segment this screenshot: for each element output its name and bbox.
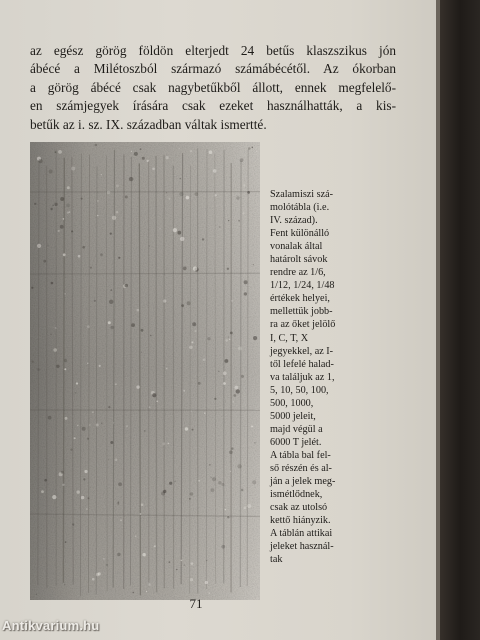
caption-line: csak az utolsó bbox=[270, 502, 328, 514]
stone-speck bbox=[147, 160, 149, 162]
stone-speck bbox=[166, 192, 167, 193]
stone-speck bbox=[64, 368, 66, 370]
stone-speck bbox=[177, 231, 181, 235]
stone-speck bbox=[238, 346, 242, 350]
caption-line: mellettük jobb- bbox=[270, 306, 333, 318]
stone-speck bbox=[50, 208, 52, 210]
stone-speck bbox=[58, 230, 60, 232]
stone-speck bbox=[231, 300, 233, 302]
stone-speck bbox=[64, 359, 67, 362]
stone-speck bbox=[253, 336, 257, 340]
caption-line: jegyekkel, az I- bbox=[270, 345, 334, 357]
stone-speck bbox=[142, 157, 145, 160]
stone-speck bbox=[176, 569, 177, 570]
stone-speck bbox=[248, 147, 251, 150]
watermark-logo: Antikvarium.hu bbox=[2, 618, 100, 633]
stone-speck bbox=[210, 477, 211, 478]
stone-speck bbox=[125, 196, 128, 199]
stone-speck bbox=[71, 230, 73, 232]
stone-speck bbox=[227, 268, 229, 270]
caption-line: IV. század). bbox=[270, 215, 318, 227]
stone-speck bbox=[134, 152, 138, 156]
caption-line: molótábla (i.e. bbox=[270, 202, 330, 214]
caption-line: határolt sávok bbox=[270, 254, 328, 266]
stone-speck bbox=[88, 497, 90, 499]
stone-speck bbox=[110, 233, 112, 235]
caption-line: től lefelé halad- bbox=[270, 358, 334, 370]
stone-speck bbox=[101, 174, 102, 175]
stone-speck bbox=[251, 425, 253, 427]
stone-speck bbox=[99, 365, 101, 367]
stone-speck bbox=[228, 336, 229, 337]
stone-speck bbox=[115, 383, 117, 385]
stone-speck bbox=[187, 301, 191, 305]
caption-line: I, C, T, X bbox=[270, 332, 309, 344]
stone-speck bbox=[81, 496, 84, 499]
page-number: 71 bbox=[189, 596, 203, 611]
stone-speck bbox=[152, 393, 156, 397]
caption-line: 6000 T jelét. bbox=[270, 436, 322, 448]
stone-speck bbox=[62, 484, 64, 486]
tablet-image bbox=[30, 142, 260, 600]
stone-speck bbox=[244, 507, 247, 510]
stone-speck bbox=[252, 480, 256, 484]
stone-speck bbox=[256, 151, 257, 152]
stone-speck bbox=[82, 427, 86, 431]
stone-speck bbox=[47, 245, 49, 247]
stone-speck bbox=[183, 390, 185, 392]
stone-speck bbox=[64, 584, 65, 585]
stone-speck bbox=[180, 237, 184, 241]
stone-speck bbox=[55, 327, 57, 329]
stone-speck bbox=[235, 386, 239, 390]
engraved-line bbox=[240, 161, 241, 587]
stone-speck bbox=[190, 150, 192, 152]
stone-speck bbox=[225, 509, 226, 510]
stone-speck bbox=[174, 481, 176, 483]
stone-speck bbox=[150, 335, 152, 337]
stone-speck bbox=[43, 260, 46, 263]
stone-speck bbox=[115, 458, 118, 461]
stone-speck bbox=[129, 177, 133, 181]
stone-speck bbox=[152, 168, 155, 171]
stone-speck bbox=[211, 488, 215, 492]
stone-speck bbox=[163, 442, 166, 445]
stone-speck bbox=[110, 441, 113, 444]
stone-speck bbox=[67, 212, 69, 214]
stone-speck bbox=[233, 401, 234, 402]
stone-speck bbox=[223, 371, 227, 375]
stone-speck bbox=[240, 158, 244, 162]
caption-line: Szalamiszi szá- bbox=[270, 189, 334, 200]
body-line: betűk az i. sz. IX. században váltak ismertté. bbox=[30, 116, 267, 132]
stone-speck bbox=[144, 430, 146, 432]
stone-speck bbox=[179, 192, 183, 196]
stone-speck bbox=[156, 401, 158, 403]
stone-speck bbox=[225, 359, 229, 363]
stone-speck bbox=[66, 204, 70, 208]
stone-speck bbox=[238, 220, 240, 222]
stone-speck bbox=[207, 337, 210, 340]
stone-speck bbox=[149, 583, 151, 585]
stone-speck bbox=[229, 339, 230, 340]
caption-line: értékek helyei, bbox=[270, 293, 330, 305]
stone-speck bbox=[49, 170, 53, 174]
stone-speck bbox=[107, 191, 110, 194]
stone-speck bbox=[77, 425, 79, 427]
caption-line: ső részén és al- bbox=[270, 462, 332, 474]
stone-speck bbox=[221, 483, 224, 486]
stone-speck bbox=[192, 322, 196, 326]
stone-speck bbox=[120, 519, 122, 521]
stone-speck bbox=[135, 536, 137, 538]
stone-speck bbox=[191, 411, 192, 412]
body-line: en számjegyek írására csak ezeket használhatták, a kis- bbox=[30, 98, 396, 114]
stone-speck bbox=[215, 194, 217, 196]
body-line: a görög ábécé csak nagybetűkből állott, ennek megfelelő- bbox=[30, 79, 396, 95]
stone-speck bbox=[132, 592, 134, 594]
caption-line: majd végül a bbox=[270, 423, 323, 435]
caption-line: 1/12, 1/24, 1/48 bbox=[270, 280, 335, 292]
stone-speck bbox=[136, 385, 139, 388]
stone-speck bbox=[185, 427, 188, 430]
stone-speck bbox=[96, 573, 100, 577]
stone-speck bbox=[131, 151, 132, 152]
stone-speck bbox=[140, 148, 142, 150]
stone-speck bbox=[190, 562, 193, 565]
stone-speck bbox=[117, 503, 119, 505]
stone-speck bbox=[65, 417, 68, 420]
stone-speck bbox=[229, 451, 233, 455]
stone-speck bbox=[179, 148, 180, 149]
stone-speck bbox=[244, 280, 248, 284]
stone-speck bbox=[195, 330, 197, 332]
stone-speck bbox=[64, 293, 66, 295]
stone-speck bbox=[63, 218, 65, 220]
stone-speck bbox=[76, 382, 78, 384]
stone-speck bbox=[237, 464, 241, 468]
engraved-line bbox=[156, 156, 157, 592]
stone-speck bbox=[86, 508, 88, 510]
stone-speck bbox=[67, 186, 70, 189]
stone-speck bbox=[117, 553, 120, 556]
body-line: az egész görög földön elterjedt 24 betűs klaszszikus jón bbox=[30, 43, 396, 58]
stone-speck bbox=[241, 375, 244, 378]
stone-speck bbox=[56, 365, 59, 368]
stone-speck bbox=[219, 226, 221, 228]
caption-line: A tábla bal fel- bbox=[270, 449, 331, 461]
stone-speck bbox=[190, 578, 193, 581]
stone-speck bbox=[52, 495, 56, 499]
stone-speck bbox=[218, 481, 221, 484]
stone-speck bbox=[53, 348, 57, 352]
stone-speck bbox=[87, 325, 90, 328]
stone-speck bbox=[140, 513, 142, 515]
stone-speck bbox=[163, 490, 166, 493]
figure-caption bbox=[270, 188, 366, 566]
stone-speck bbox=[94, 300, 96, 302]
stone-speck bbox=[221, 271, 222, 272]
stone-speck bbox=[235, 506, 236, 507]
stone-speck bbox=[208, 592, 210, 594]
stone-speck bbox=[103, 558, 105, 560]
stone-speck bbox=[168, 443, 170, 445]
stone-speck bbox=[41, 490, 44, 493]
stone-speck bbox=[51, 282, 54, 285]
stone-speck bbox=[149, 245, 151, 247]
stone-speck bbox=[63, 253, 66, 256]
caption-line: ján a jelek meg- bbox=[270, 476, 336, 488]
stone-speck bbox=[189, 346, 193, 350]
stone-speck bbox=[143, 553, 146, 556]
stone-speck bbox=[149, 406, 151, 408]
stone-speck bbox=[206, 560, 207, 561]
stone-speck bbox=[97, 200, 99, 202]
stone-speck bbox=[60, 225, 64, 229]
stone-speck bbox=[38, 159, 42, 163]
stone-speck bbox=[192, 429, 194, 431]
stone-speck bbox=[89, 424, 91, 426]
stone-speck bbox=[227, 516, 229, 518]
stone-speck bbox=[95, 144, 98, 147]
stone-speck bbox=[193, 267, 197, 271]
caption-line: 500, 1000, bbox=[270, 397, 314, 409]
stone-speck bbox=[247, 504, 251, 508]
stone-speck bbox=[72, 523, 74, 525]
caption-line: kettő hiányzik. bbox=[270, 515, 331, 527]
stone-speck bbox=[90, 267, 92, 269]
stone-speck bbox=[118, 257, 120, 259]
stone-speck bbox=[101, 423, 102, 424]
caption-line: rendre az 1/6, bbox=[270, 267, 326, 279]
stone-speck bbox=[82, 246, 85, 249]
stone-speck bbox=[254, 442, 256, 444]
body-paragraph bbox=[30, 42, 396, 134]
stone-speck bbox=[218, 371, 220, 373]
stone-speck bbox=[190, 492, 194, 496]
stone-speck bbox=[186, 196, 190, 200]
stone-speck bbox=[112, 216, 116, 220]
stone-speck bbox=[137, 309, 140, 312]
stone-speck bbox=[243, 212, 245, 214]
stone-speck bbox=[226, 339, 228, 341]
stone-speck bbox=[118, 482, 122, 486]
stone-speck bbox=[253, 264, 254, 265]
stone-speck bbox=[236, 389, 240, 393]
stone-speck bbox=[181, 304, 184, 307]
stone-speck bbox=[92, 412, 93, 413]
stone-speck bbox=[106, 564, 108, 566]
stone-speck bbox=[198, 382, 201, 385]
caption-line: ismétlődnek, bbox=[270, 489, 323, 501]
stone-speck bbox=[223, 382, 226, 385]
stone-speck bbox=[84, 470, 87, 473]
caption-line: ra az őket jelölő bbox=[270, 319, 336, 331]
stone-speck bbox=[183, 267, 187, 271]
stone-speck bbox=[61, 471, 64, 474]
stone-speck bbox=[96, 424, 99, 427]
stone-speck bbox=[231, 448, 233, 450]
caption-line: 5000 jeleit, bbox=[270, 410, 316, 422]
caption-line: vonalak által bbox=[270, 241, 323, 253]
stone-speck bbox=[209, 464, 211, 466]
caption-line: 5, 10, 50, 100, bbox=[270, 384, 329, 396]
stone-speck bbox=[58, 150, 62, 154]
stone-speck bbox=[212, 477, 216, 481]
caption-line: va találjuk az 1, bbox=[270, 371, 335, 383]
stone-speck bbox=[233, 394, 236, 397]
stone-speck bbox=[141, 329, 144, 332]
stone-speck bbox=[228, 220, 229, 221]
stone-speck bbox=[116, 211, 118, 213]
stone-speck bbox=[243, 184, 245, 186]
stone-speck bbox=[126, 425, 128, 427]
stone-speck bbox=[141, 503, 144, 506]
stone-speck bbox=[55, 151, 57, 153]
stone-speck bbox=[87, 438, 89, 440]
stone-speck bbox=[48, 416, 52, 420]
engraved-line bbox=[63, 158, 64, 583]
stone-speck bbox=[78, 255, 81, 258]
stone-speck bbox=[189, 498, 191, 500]
stone-speck bbox=[37, 244, 41, 248]
stone-speck bbox=[173, 228, 177, 232]
stone-speck bbox=[205, 581, 208, 584]
stone-speck bbox=[53, 205, 54, 206]
crack-line bbox=[30, 273, 260, 274]
stone-speck bbox=[236, 196, 239, 199]
stone-speck bbox=[125, 284, 128, 287]
stone-speck bbox=[111, 326, 114, 329]
stone-speck bbox=[100, 253, 103, 256]
stone-speck bbox=[44, 479, 47, 482]
salamis-tablet-photo bbox=[30, 142, 260, 600]
stone-speck bbox=[113, 422, 114, 423]
stone-speck bbox=[169, 482, 172, 485]
stone-speck bbox=[214, 398, 216, 400]
stone-speck bbox=[50, 334, 51, 335]
stone-speck bbox=[108, 321, 111, 324]
stone-speck bbox=[60, 197, 64, 201]
stone-speck bbox=[92, 578, 95, 581]
stone-speck bbox=[31, 287, 33, 289]
stone-speck bbox=[221, 545, 225, 549]
stone-speck bbox=[166, 156, 169, 159]
stone-speck bbox=[71, 167, 75, 171]
stone-speck bbox=[169, 198, 171, 200]
stone-speck bbox=[213, 169, 217, 173]
stone-speck bbox=[169, 561, 171, 563]
stone-speck bbox=[195, 192, 199, 196]
stone-speck bbox=[70, 449, 72, 451]
stone-speck bbox=[87, 363, 88, 364]
stone-speck bbox=[241, 489, 243, 491]
stone-speck bbox=[209, 150, 213, 154]
stone-speck bbox=[36, 594, 37, 595]
stone-speck bbox=[110, 289, 112, 291]
stone-speck bbox=[74, 437, 76, 439]
stone-speck bbox=[77, 490, 80, 493]
stone-speck bbox=[146, 591, 147, 592]
stone-speck bbox=[230, 332, 233, 335]
stone-speck bbox=[181, 560, 183, 562]
stone-speck bbox=[183, 564, 185, 566]
stone-speck bbox=[191, 341, 193, 343]
stone-speck bbox=[163, 299, 166, 302]
stone-speck bbox=[108, 406, 110, 408]
body-line: ábécé a Milétoszból származó számábécétől. Az ókorban bbox=[30, 61, 396, 77]
stone-speck bbox=[131, 323, 135, 327]
stone-speck bbox=[154, 545, 156, 547]
stone-speck bbox=[204, 412, 206, 414]
book-spine bbox=[436, 0, 480, 640]
stone-speck bbox=[247, 191, 250, 194]
stone-speck bbox=[34, 203, 36, 205]
stone-speck bbox=[203, 358, 206, 361]
stone-speck bbox=[97, 215, 99, 217]
caption-line: tak bbox=[270, 554, 283, 566]
caption-line: Fent különálló bbox=[270, 228, 330, 240]
stone-speck bbox=[75, 392, 76, 393]
stone-speck bbox=[81, 198, 83, 200]
stone-speck bbox=[244, 292, 247, 295]
caption-line: A táblán attikai bbox=[270, 528, 333, 540]
stone-speck bbox=[252, 147, 254, 149]
stone-speck bbox=[230, 471, 231, 472]
stone-speck bbox=[108, 459, 109, 460]
stone-speck bbox=[116, 185, 119, 188]
caption-line: jeleket használ- bbox=[270, 541, 334, 553]
stone-speck bbox=[109, 300, 113, 304]
stone-speck bbox=[54, 203, 57, 206]
stone-speck bbox=[65, 541, 67, 543]
stone-speck bbox=[198, 480, 200, 482]
stone-speck bbox=[83, 478, 85, 480]
stone-speck bbox=[166, 368, 168, 370]
stone-speck bbox=[202, 238, 204, 240]
stone-speck bbox=[159, 228, 160, 229]
stone-speck bbox=[37, 368, 40, 371]
stone-speck bbox=[32, 361, 34, 363]
stone-speck bbox=[180, 178, 181, 179]
stone-speck bbox=[141, 352, 142, 353]
